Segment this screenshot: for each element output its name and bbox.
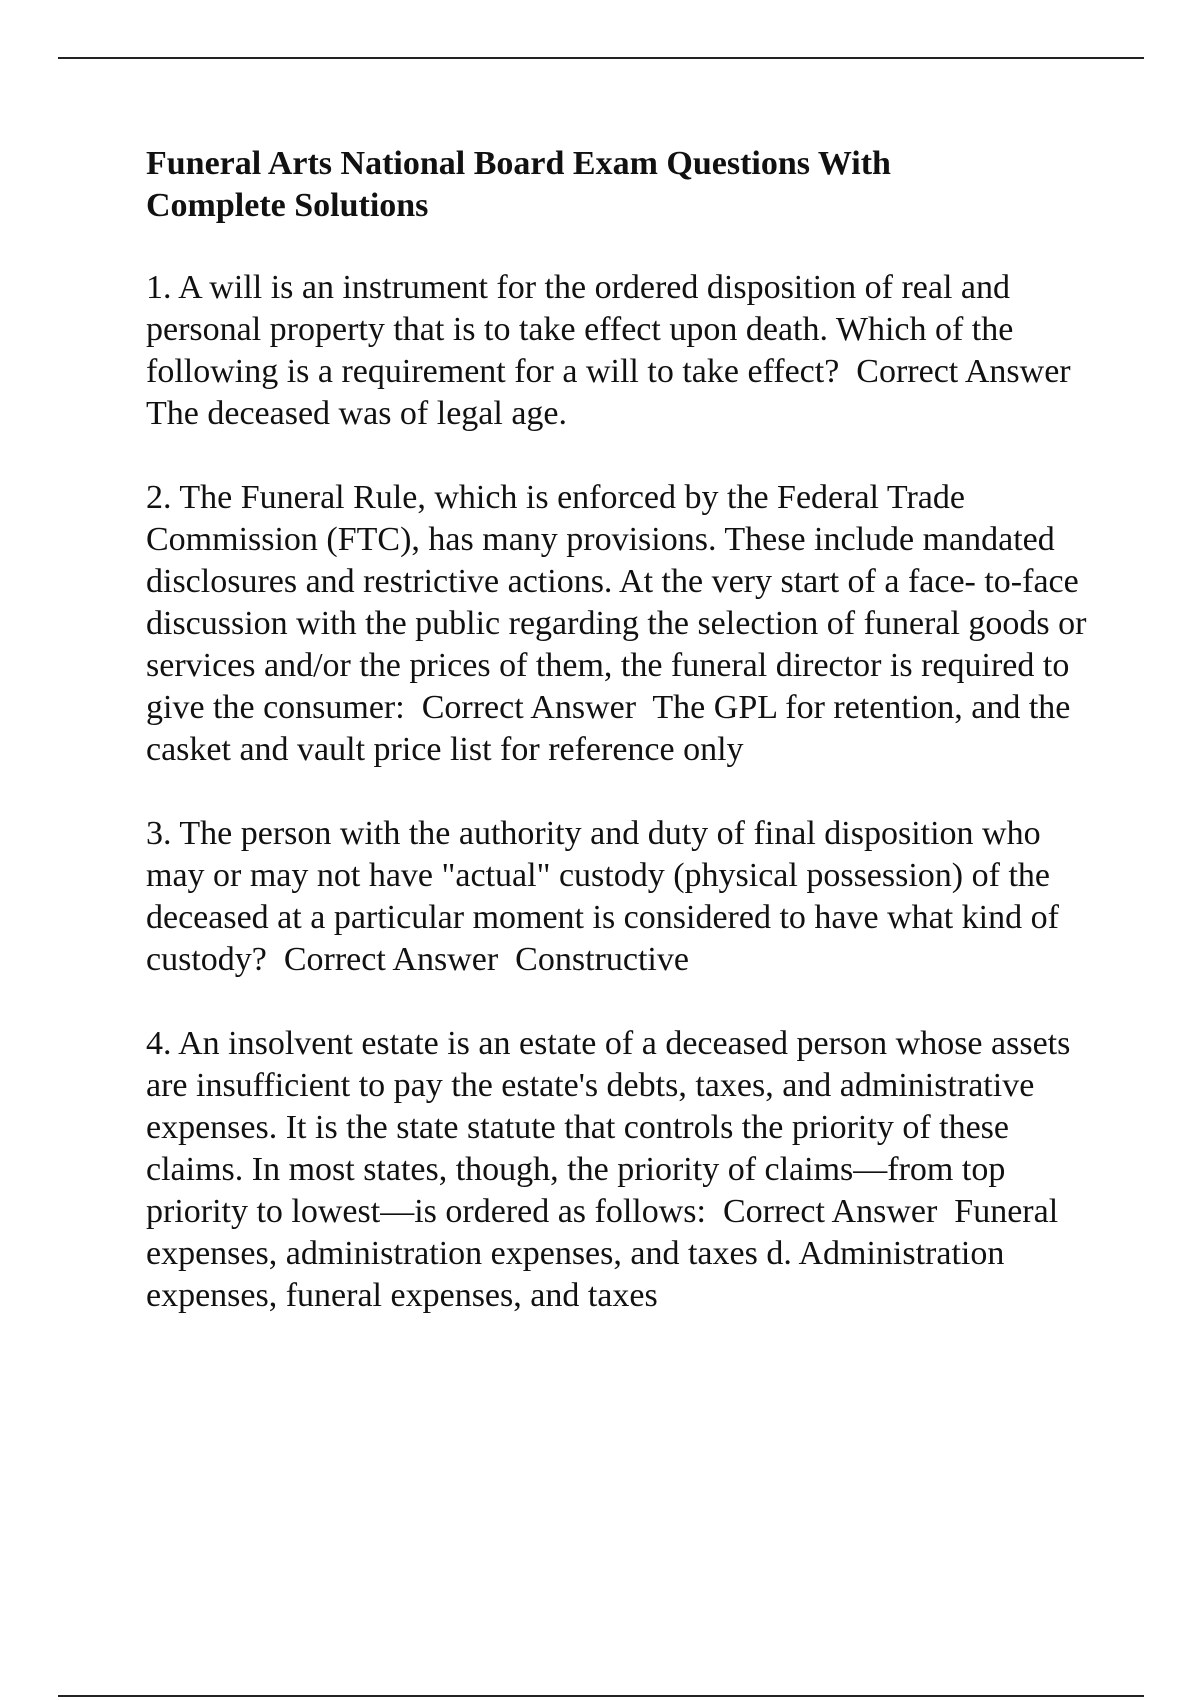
document-body <box>146 143 1106 1359</box>
question-text: 1. A will is an instrument for the ordered disposition of real and personal property that is to take effect upon death. Which of the following is a requirement for a will to take effect? Correct Answer The deceased was of legal age. <box>146 269 1087 432</box>
question-text: 3. The person with the authority and duty of final disposition who may or may not have "actual" custody (physical possession) of the deceased at a particular moment is considered to have what kind of custody? Correct Answer Constructive <box>146 815 1068 978</box>
question-item-3 <box>146 813 1106 981</box>
document-title: Funeral Arts National Board Exam Questions With Complete Solutions <box>146 145 891 224</box>
question-item-2 <box>146 477 1106 771</box>
header-rule <box>58 57 1144 59</box>
footer-rule <box>58 1695 1144 1697</box>
question-item-4 <box>146 1023 1106 1317</box>
question-text: 4. An insolvent estate is an estate of a deceased person whose assets are insufficient to pay the estate's debts, taxes, and administrative expenses. It is the state statute that controls the priority of these claims. In most states, though, the priority of claims—from top priority to lowest—is ordered as follows: Correct Answer Funeral expenses, administration expenses, and taxes d. Administration expenses, funeral expenses, and taxes <box>146 1025 1079 1314</box>
question-item-1 <box>146 267 1106 435</box>
question-text: 2. The Funeral Rule, which is enforced by the Federal Trade Commission (FTC), has many provisions. These include mandated disclosures and restrictive actions. At the very start of a face- to-face discussion with the public regarding the selection of funeral goods or services and/or the prices of them, the funeral director is required to give the consumer: Correct Answer The GPL for retention, and the casket and vault price list for reference only <box>146 479 1095 768</box>
